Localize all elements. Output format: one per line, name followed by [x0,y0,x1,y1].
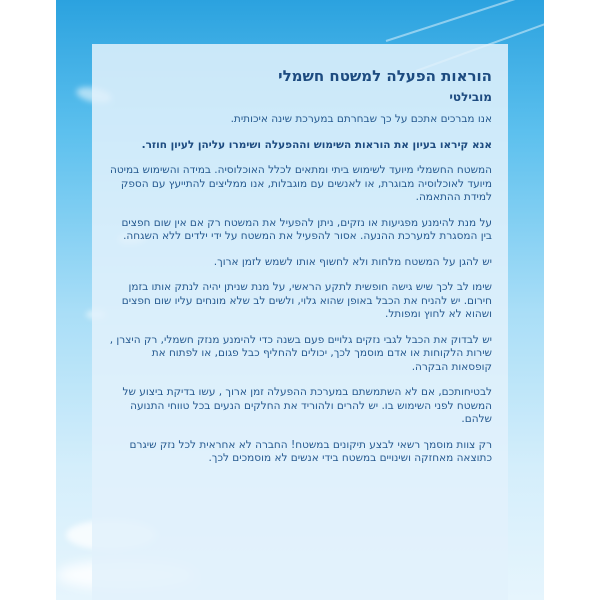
instructions-card [92,44,508,600]
document-subtitle: מובילטי [449,90,492,104]
paragraph-injury-prevention: על מנת להימנע מפגיעות או נזקים, ניתן להפעיל את המשטח רק אם אין שום חפצים בין המסגרת למערכת ההנעה. אסור להפעיל את המשטח על ידי ילדים ללא השגחה. [121,216,492,242]
paragraph-repairs: רק צוות מוסמך רשאי לבצע תיקונים במשטח! החברה לא אחראית לכל נזק שיגרם כתוצאה מאחזקה ושינויים במשטח בידי אנשים לא מוסמכים לכך. [129,438,492,464]
paragraph-cable-check: יש לבדוק את הכבל לגבי נזקים גלויים פעם בשנה כדי להימנע מנזק חשמלי, רק היצרן , שירות הלקוחות או אדם מוסמך לכך, יכולים להחליף כבל פגום, או לפתוח את קופסאות הבקרה. [109,333,492,373]
paragraph-greeting: אנו מברכים אתכם על כך שבחרתם במערכת שינה איכותית. [230,113,492,125]
document-title: הוראות הפעלה למשטח חשמלי [278,67,492,85]
paragraph-safety-test: לבטיחותכם, אם לא השתמשתם במערכת ההפעלה זמן ארוך , עשו בדיקת ביצוע של המשטח לפני השימוש בו. יש להרים ולהוריד את החלקים הנעים בכל טווחי התנועה שלהם. [122,386,492,425]
paragraph-plug-access: שימו לב לכך שיש גישה חופשית לתקע הראשי, על מנת שניתן יהיה לנתק אותו בזמן חירום. יש להניח את הכבל באופן שהוא גלוי, ולשים לב שלא מונחים עליו שום חפצים ושהוא לא לחוץ ומפותל. [121,281,492,320]
paragraph-read-carefully: אנא קיראו בעיון את הוראות השימוש וההפעלה ושימרו עליהן לעיון חוזר. [141,138,492,151]
paragraph-intended-use: המשטח החשמלי מיועד לשימוש ביתי ומתאים לכלל האוכלוסיה. במידה והשימוש במיטה מיועד לאוכלוסיה מבוגרת, או לאנשים עם מוגבלות, אנו ממליצים להתייעץ עם הספק למידת ההתאמה. [109,164,492,203]
paragraph-moisture: יש להגן על המשטח מלחות ולא לחשוף אותו לשמש לזמן ארוך. [213,255,492,268]
